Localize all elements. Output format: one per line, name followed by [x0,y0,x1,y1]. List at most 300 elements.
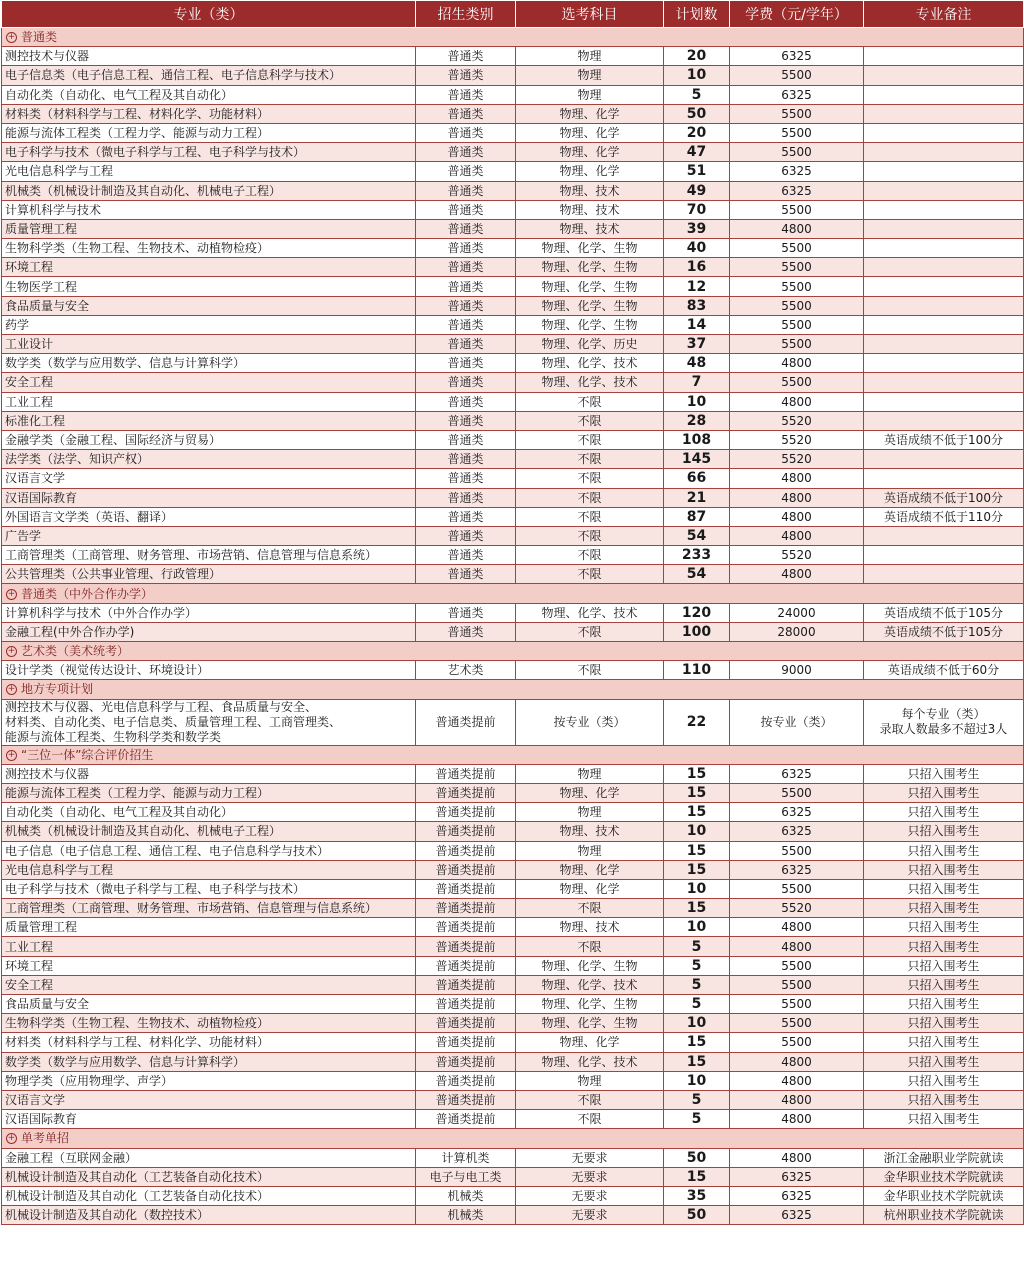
plan-count-cell: 10 [664,822,730,841]
plus-circle-icon: + [7,1133,16,1144]
remarks-cell [864,200,1024,219]
table-row [2,335,1024,354]
section-title-text: “三位一体”综合评价招生 [21,747,154,762]
table-row [2,85,1024,104]
table-row [2,661,1024,680]
category-cell: 机械类 [416,1206,516,1225]
major-cell: 计算机科学与技术（中外合作办学） [2,603,416,622]
remarks-cell: 只招入围考生 [864,783,1024,802]
remarks-cell: 只招入围考生 [864,956,1024,975]
remarks-cell: 只招入围考生 [864,822,1024,841]
table-row [2,699,1024,745]
subjects-cell: 不限 [516,622,664,641]
category-cell: 计算机类 [416,1148,516,1167]
plan-count-cell: 120 [664,603,730,622]
subjects-cell: 物理、化学、技术 [516,975,664,994]
subjects-cell: 不限 [516,411,664,430]
remarks-cell: 英语成绩不低于100分 [864,488,1024,507]
tuition-cell: 按专业（类） [730,699,864,745]
remarks-cell: 只招入围考生 [864,937,1024,956]
remarks-cell: 英语成绩不低于100分 [864,430,1024,449]
subjects-cell: 物理、化学 [516,783,664,802]
major-cell: 工商管理类（工商管理、财务管理、市场营销、信息管理与信息系统） [2,899,416,918]
admissions-plan-table [1,0,1024,1225]
remarks-cell: 只招入围考生 [864,879,1024,898]
category-cell: 普通类 [416,258,516,277]
table-row [2,258,1024,277]
major-cell: 生物科学类（生物工程、生物技术、动植物检疫） [2,1014,416,1033]
plan-count-cell: 108 [664,430,730,449]
tuition-cell: 4800 [730,488,864,507]
plan-count-cell: 50 [664,1148,730,1167]
remarks-cell: 只招入围考生 [864,1033,1024,1052]
category-cell: 普通类 [416,200,516,219]
major-cell: 数学类（数学与应用数学、信息与计算科学） [2,1052,416,1071]
subjects-cell: 物理、技术 [516,219,664,238]
major-cell: 自动化类（自动化、电气工程及其自动化） [2,85,416,104]
remarks-cell: 只招入围考生 [864,1090,1024,1109]
tuition-cell: 4800 [730,354,864,373]
plan-count-cell: 66 [664,469,730,488]
major-cell: 光电信息科学与工程 [2,860,416,879]
section-header-row [2,680,1024,699]
table-row [2,841,1024,860]
subjects-cell: 物理 [516,66,664,85]
remarks-cell: 只招入围考生 [864,764,1024,783]
plan-count-cell: 50 [664,104,730,123]
tuition-cell: 4800 [730,469,864,488]
major-cell: 环境工程 [2,956,416,975]
subjects-cell: 物理、化学、生物 [516,995,664,1014]
plan-count-cell: 15 [664,783,730,802]
plan-count-cell: 16 [664,258,730,277]
section-title-text: 普通类 [21,30,58,45]
category-cell: 艺术类 [416,661,516,680]
remarks-cell [864,335,1024,354]
major-cell: 测控技术与仪器 [2,764,416,783]
tuition-cell: 4800 [730,1110,864,1129]
remarks-cell [864,546,1024,565]
table-row [2,603,1024,622]
remarks-cell [864,373,1024,392]
plan-count-cell: 10 [664,66,730,85]
table-row [2,803,1024,822]
major-cell: 质量管理工程 [2,219,416,238]
tuition-cell: 5520 [730,899,864,918]
major-cell: 机械设计制造及其自动化（数控技术） [2,1206,416,1225]
subjects-cell: 按专业（类） [516,699,664,745]
major-cell [2,699,416,745]
tuition-cell: 5500 [730,66,864,85]
table-row [2,315,1024,334]
remarks-cell: 只招入围考生 [864,918,1024,937]
category-cell: 普通类 [416,47,516,66]
remarks-cell: 只招入围考生 [864,975,1024,994]
plan-count-cell: 15 [664,1052,730,1071]
category-cell: 普通类提前 [416,699,516,745]
subjects-cell: 物理、化学、历史 [516,335,664,354]
subjects-cell: 物理 [516,85,664,104]
plan-count-cell: 39 [664,219,730,238]
major-cell: 工业设计 [2,335,416,354]
subjects-cell: 物理、技术 [516,181,664,200]
category-cell: 普通类提前 [416,1052,516,1071]
subjects-cell: 不限 [516,1110,664,1129]
category-cell: 普通类提前 [416,975,516,994]
table-row [2,565,1024,584]
table-row [2,354,1024,373]
plan-count-cell: 15 [664,1167,730,1186]
tuition-cell: 5520 [730,546,864,565]
header-tuition: 学费（元/学年） [730,1,864,28]
major-cell: 测控技术与仪器 [2,47,416,66]
tuition-cell: 24000 [730,603,864,622]
major-cell: 机械类（机械设计制造及其自动化、机械电子工程） [2,822,416,841]
table-row [2,1206,1024,1225]
table-row [2,1052,1024,1071]
table-row [2,104,1024,123]
category-cell: 普通类 [416,335,516,354]
major-cell: 汉语言文学 [2,469,416,488]
plan-count-cell: 49 [664,181,730,200]
table-row [2,546,1024,565]
remarks-cell [864,277,1024,296]
table-row [2,469,1024,488]
subjects-cell: 无要求 [516,1186,664,1205]
plan-count-cell: 28 [664,411,730,430]
major-cell: 公共管理类（公共事业管理、行政管理） [2,565,416,584]
subjects-cell: 不限 [516,392,664,411]
subjects-cell: 物理 [516,803,664,822]
table-row [2,822,1024,841]
remarks-cell [864,296,1024,315]
tuition-cell: 6325 [730,162,864,181]
plan-count-cell: 51 [664,162,730,181]
subjects-cell: 物理、技术 [516,200,664,219]
category-cell: 普通类 [416,239,516,258]
plan-count-cell: 5 [664,956,730,975]
subjects-cell: 物理、化学、生物 [516,258,664,277]
section-title [2,642,1024,661]
category-cell: 普通类 [416,123,516,142]
category-cell: 普通类提前 [416,995,516,1014]
tuition-cell: 6325 [730,860,864,879]
plan-count-cell: 5 [664,1110,730,1129]
major-cell: 标准化工程 [2,411,416,430]
plan-count-cell: 83 [664,296,730,315]
major-cell: 设计学类（视觉传达设计、环境设计） [2,661,416,680]
plan-count-cell: 233 [664,546,730,565]
remarks-cell [864,258,1024,277]
category-cell: 普通类提前 [416,918,516,937]
cell-line: 能源与流体工程类、生物科学类和数学类 [5,729,222,744]
subjects-cell: 不限 [516,469,664,488]
subjects-cell: 物理、化学、生物 [516,277,664,296]
table-row [2,239,1024,258]
major-cell: 食品质量与安全 [2,296,416,315]
plan-count-cell: 15 [664,841,730,860]
subjects-cell: 不限 [516,565,664,584]
remarks-cell: 英语成绩不低于110分 [864,507,1024,526]
tuition-cell: 5500 [730,296,864,315]
remarks-cell: 英语成绩不低于60分 [864,661,1024,680]
header-remarks: 专业备注 [864,1,1024,28]
remarks-cell: 只招入围考生 [864,1071,1024,1090]
category-cell: 普通类 [416,526,516,545]
plan-count-cell: 15 [664,860,730,879]
section-title-text: 艺术类（美术统考） [21,644,130,659]
tuition-cell: 4800 [730,918,864,937]
table-row [2,219,1024,238]
tuition-cell: 6325 [730,822,864,841]
table-row [2,937,1024,956]
major-cell: 物理学类（应用物理学、声学） [2,1071,416,1090]
subjects-cell: 不限 [516,937,664,956]
plan-count-cell: 15 [664,803,730,822]
major-cell: 汉语国际教育 [2,1110,416,1129]
remarks-cell [864,565,1024,584]
plan-count-cell: 12 [664,277,730,296]
major-cell: 生物科学类（生物工程、生物技术、动植物检疫） [2,239,416,258]
category-cell: 普通类 [416,315,516,334]
cell-line: 测控技术与仪器、光电信息科学与工程、食品质量与安全、 [5,699,318,714]
plan-count-cell: 21 [664,488,730,507]
plan-count-cell: 54 [664,526,730,545]
remarks-cell [864,699,1024,745]
remarks-cell: 金华职业技术学院就读 [864,1186,1024,1205]
major-cell: 工业工程 [2,392,416,411]
table-row [2,1186,1024,1205]
cell-line: 录取人数最多不超过3人 [879,722,1008,737]
category-cell: 普通类 [416,546,516,565]
tuition-cell: 5500 [730,879,864,898]
subjects-cell: 不限 [516,546,664,565]
section-title [2,584,1024,603]
category-cell: 普通类提前 [416,1033,516,1052]
major-cell: 材料类（材料科学与工程、材料化学、功能材料） [2,104,416,123]
major-cell: 电子科学与技术（微电子科学与工程、电子科学与技术） [2,143,416,162]
plan-count-cell: 5 [664,975,730,994]
table-row [2,162,1024,181]
table-row [2,47,1024,66]
table-row [2,200,1024,219]
plan-count-cell: 110 [664,661,730,680]
tuition-cell: 6325 [730,1206,864,1225]
category-cell: 普通类 [416,104,516,123]
tuition-cell: 4800 [730,507,864,526]
subjects-cell: 不限 [516,1090,664,1109]
plus-circle-icon: + [7,684,16,695]
remarks-cell: 杭州职业技术学院就读 [864,1206,1024,1225]
major-cell: 金融工程(中外合作办学) [2,622,416,641]
plan-count-cell: 100 [664,622,730,641]
major-cell: 机械类（机械设计制造及其自动化、机械电子工程） [2,181,416,200]
category-cell: 普通类 [416,603,516,622]
tuition-cell: 4800 [730,1090,864,1109]
plan-count-cell: 5 [664,1090,730,1109]
category-cell: 普通类提前 [416,783,516,802]
table-row [2,507,1024,526]
section-title [2,680,1024,699]
subjects-cell: 物理、化学 [516,143,664,162]
plan-count-cell: 145 [664,450,730,469]
major-cell: 广告学 [2,526,416,545]
tuition-cell: 6325 [730,764,864,783]
major-cell: 环境工程 [2,258,416,277]
category-cell: 普通类提前 [416,860,516,879]
tuition-cell: 5500 [730,123,864,142]
category-cell: 普通类提前 [416,803,516,822]
subjects-cell: 物理、化学、生物 [516,956,664,975]
table-row [2,1090,1024,1109]
section-header-row [2,1129,1024,1148]
tuition-cell: 5500 [730,258,864,277]
tuition-cell: 5500 [730,841,864,860]
major-cell: 汉语言文学 [2,1090,416,1109]
remarks-cell [864,219,1024,238]
major-cell: 计算机科学与技术 [2,200,416,219]
header-category: 招生类别 [416,1,516,28]
table-row [2,918,1024,937]
tuition-cell: 4800 [730,1071,864,1090]
major-cell: 电子信息（电子信息工程、通信工程、电子信息科学与技术） [2,841,416,860]
table-row [2,879,1024,898]
subjects-cell: 不限 [516,526,664,545]
table-row [2,526,1024,545]
category-cell: 普通类 [416,143,516,162]
plan-count-cell: 10 [664,918,730,937]
plan-count-cell: 5 [664,937,730,956]
category-cell: 普通类 [416,354,516,373]
tuition-cell: 4800 [730,392,864,411]
remarks-cell [864,181,1024,200]
table-body [2,28,1024,1225]
subjects-cell: 物理 [516,841,664,860]
category-cell: 普通类 [416,469,516,488]
remarks-cell: 金华职业技术学院就读 [864,1167,1024,1186]
major-cell: 工商管理类（工商管理、财务管理、市场营销、信息管理与信息系统） [2,546,416,565]
table-row [2,1014,1024,1033]
remarks-cell [864,162,1024,181]
table-row [2,899,1024,918]
tuition-cell: 6325 [730,85,864,104]
major-cell: 食品质量与安全 [2,995,416,1014]
category-cell: 普通类 [416,181,516,200]
major-cell: 金融工程（互联网金融） [2,1148,416,1167]
subjects-cell: 不限 [516,488,664,507]
table-row [2,995,1024,1014]
table-row [2,1033,1024,1052]
remarks-cell: 只招入围考生 [864,841,1024,860]
major-cell: 能源与流体工程类（工程力学、能源与动力工程） [2,783,416,802]
remarks-cell: 只招入围考生 [864,995,1024,1014]
remarks-cell: 浙江金融职业学院就读 [864,1148,1024,1167]
category-cell: 普通类提前 [416,1014,516,1033]
subjects-cell: 物理、化学、技术 [516,354,664,373]
remarks-cell [864,123,1024,142]
remarks-cell: 只招入围考生 [864,1110,1024,1129]
remarks-cell [864,239,1024,258]
major-cell: 药学 [2,315,416,334]
tuition-cell: 4800 [730,937,864,956]
category-cell: 普通类提前 [416,879,516,898]
remarks-cell: 只招入围考生 [864,899,1024,918]
category-cell: 普通类提前 [416,937,516,956]
category-cell: 普通类 [416,622,516,641]
section-header-row [2,28,1024,47]
tuition-cell: 5500 [730,995,864,1014]
category-cell: 普通类 [416,296,516,315]
section-header-row [2,642,1024,661]
section-header-row [2,584,1024,603]
remarks-cell [864,450,1024,469]
tuition-cell: 9000 [730,661,864,680]
remarks-cell [864,469,1024,488]
tuition-cell: 5500 [730,1033,864,1052]
plan-count-cell: 10 [664,1071,730,1090]
section-title-text: 普通类（中外合作办学） [21,586,154,601]
plus-circle-icon: + [7,32,16,43]
category-cell: 普通类提前 [416,956,516,975]
table-row [2,975,1024,994]
subjects-cell: 无要求 [516,1148,664,1167]
tuition-cell: 5520 [730,430,864,449]
subjects-cell: 物理 [516,47,664,66]
table-row [2,1071,1024,1090]
section-title [2,28,1024,47]
table-row [2,66,1024,85]
major-cell: 质量管理工程 [2,918,416,937]
subjects-cell: 物理、化学、生物 [516,1014,664,1033]
subjects-cell: 不限 [516,450,664,469]
section-header-row [2,745,1024,764]
header-major: 专业（类） [2,1,416,28]
remarks-cell [864,143,1024,162]
category-cell: 普通类 [416,411,516,430]
tuition-cell: 5500 [730,104,864,123]
subjects-cell: 物理、化学 [516,879,664,898]
plan-count-cell: 35 [664,1186,730,1205]
table-row [2,277,1024,296]
major-cell: 电子信息类（电子信息工程、通信工程、电子信息科学与技术） [2,66,416,85]
remarks-cell: 英语成绩不低于105分 [864,622,1024,641]
category-cell: 普通类 [416,219,516,238]
plan-count-cell: 40 [664,239,730,258]
plan-count-cell: 15 [664,899,730,918]
table-row [2,622,1024,641]
major-cell: 安全工程 [2,975,416,994]
tuition-cell: 5500 [730,200,864,219]
subjects-cell: 物理、化学、生物 [516,296,664,315]
category-cell: 机械类 [416,1186,516,1205]
plan-count-cell: 54 [664,565,730,584]
plan-count-cell: 15 [664,764,730,783]
category-cell: 普通类 [416,277,516,296]
section-title-text: 单考单招 [21,1131,70,1146]
subjects-cell: 不限 [516,899,664,918]
category-cell: 普通类 [416,392,516,411]
tuition-cell: 5500 [730,1014,864,1033]
tuition-cell: 5500 [730,975,864,994]
major-cell: 电子科学与技术（微电子科学与工程、电子科学与技术） [2,879,416,898]
major-cell: 法学类（法学、知识产权） [2,450,416,469]
category-cell: 普通类提前 [416,822,516,841]
header-subjects: 选考科目 [516,1,664,28]
tuition-cell: 6325 [730,1167,864,1186]
category-cell: 普通类提前 [416,764,516,783]
tuition-cell: 4800 [730,1052,864,1071]
category-cell: 电子与电工类 [416,1167,516,1186]
